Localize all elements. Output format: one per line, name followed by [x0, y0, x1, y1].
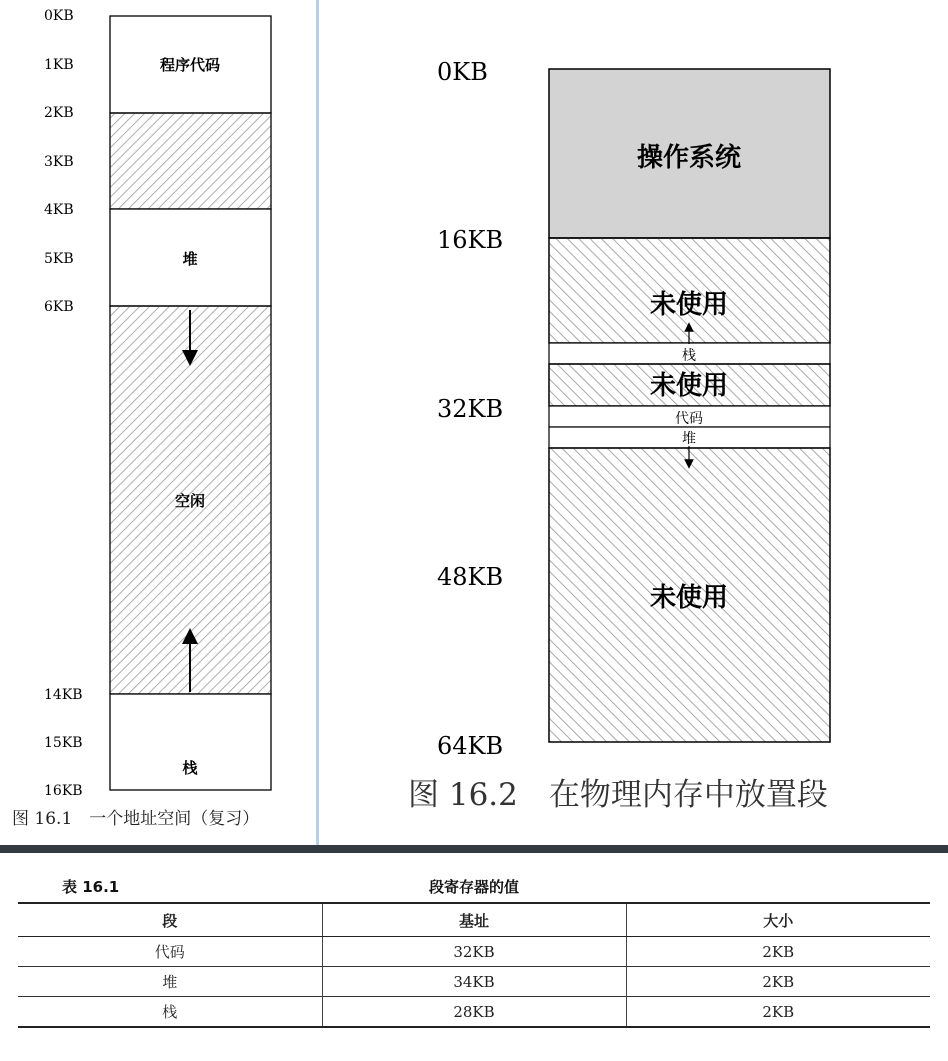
- horizontal-divider: [0, 845, 948, 853]
- figure-16-2: [408, 58, 830, 813]
- fig2-unused-label-1: 未使用: [649, 290, 729, 320]
- fig1-stack-label: 栈: [182, 759, 198, 777]
- fig2-os-label: 操作系统: [636, 143, 742, 173]
- fig1-label-5kb: 5KB: [44, 251, 74, 267]
- fig2-caption: 图 16.2 在物理内存中放置段: [408, 777, 828, 813]
- header-base: 基址: [322, 903, 626, 937]
- cell-size: 2KB: [626, 967, 930, 997]
- fig2-heap-label: 堆: [682, 431, 696, 447]
- fig1-label-3kb: 3KB: [44, 154, 74, 170]
- fig2-stack-label: 栈: [682, 348, 696, 364]
- segment-register-table: [18, 902, 930, 1028]
- cell-segment: 栈: [18, 997, 322, 1028]
- table-title: 段寄存器的值: [428, 878, 519, 896]
- table-number: 表 16.1: [62, 878, 120, 896]
- figure-16-1: [12, 8, 271, 829]
- fig1-label-0kb: 0KB: [44, 8, 74, 24]
- fig2-unused-label-2: 未使用: [649, 371, 729, 401]
- table-row: [18, 937, 930, 967]
- cell-base: 28KB: [322, 997, 626, 1028]
- header-size: 大小: [626, 903, 930, 937]
- table-header: [18, 862, 930, 902]
- fig1-free-label: 空闲: [174, 492, 206, 510]
- fig1-label-6kb: 6KB: [44, 299, 74, 315]
- table-header-row: [18, 903, 930, 937]
- fig2-unused-label-3: 未使用: [649, 583, 729, 613]
- table-row: [18, 967, 930, 997]
- cell-base: 32KB: [322, 937, 626, 967]
- fig1-code-label: 程序代码: [159, 56, 221, 74]
- fig2-label-32kb: 32KB: [437, 395, 504, 423]
- cell-segment: 代码: [18, 937, 322, 967]
- fig1-unused-1: [110, 113, 271, 209]
- cell-base: 34KB: [322, 967, 626, 997]
- fig1-caption: 图 16.1 一个地址空间（复习）: [12, 809, 260, 829]
- cell-size: 2KB: [626, 997, 930, 1028]
- fig1-label-16kb: 16KB: [44, 783, 83, 799]
- fig2-label-48kb: 48KB: [437, 563, 504, 591]
- fig1-label-2kb: 2KB: [44, 105, 74, 121]
- fig1-label-15kb: 15KB: [44, 735, 83, 751]
- fig1-label-4kb: 4KB: [44, 202, 74, 218]
- cell-segment: 堆: [18, 967, 322, 997]
- fig2-label-0kb: 0KB: [437, 58, 488, 86]
- fig1-label-1kb: 1KB: [44, 57, 74, 73]
- fig1-heap-label: 堆: [182, 250, 198, 268]
- table-16-1: [18, 862, 930, 1028]
- fig2-code-label: 代码: [675, 411, 703, 427]
- cell-size: 2KB: [626, 937, 930, 967]
- table-row: [18, 997, 930, 1028]
- fig1-label-14kb: 14KB: [44, 687, 83, 703]
- header-segment: 段: [18, 903, 322, 937]
- fig2-label-64kb: 64KB: [437, 732, 504, 760]
- vertical-divider: [316, 0, 319, 845]
- fig2-label-16kb: 16KB: [437, 226, 504, 254]
